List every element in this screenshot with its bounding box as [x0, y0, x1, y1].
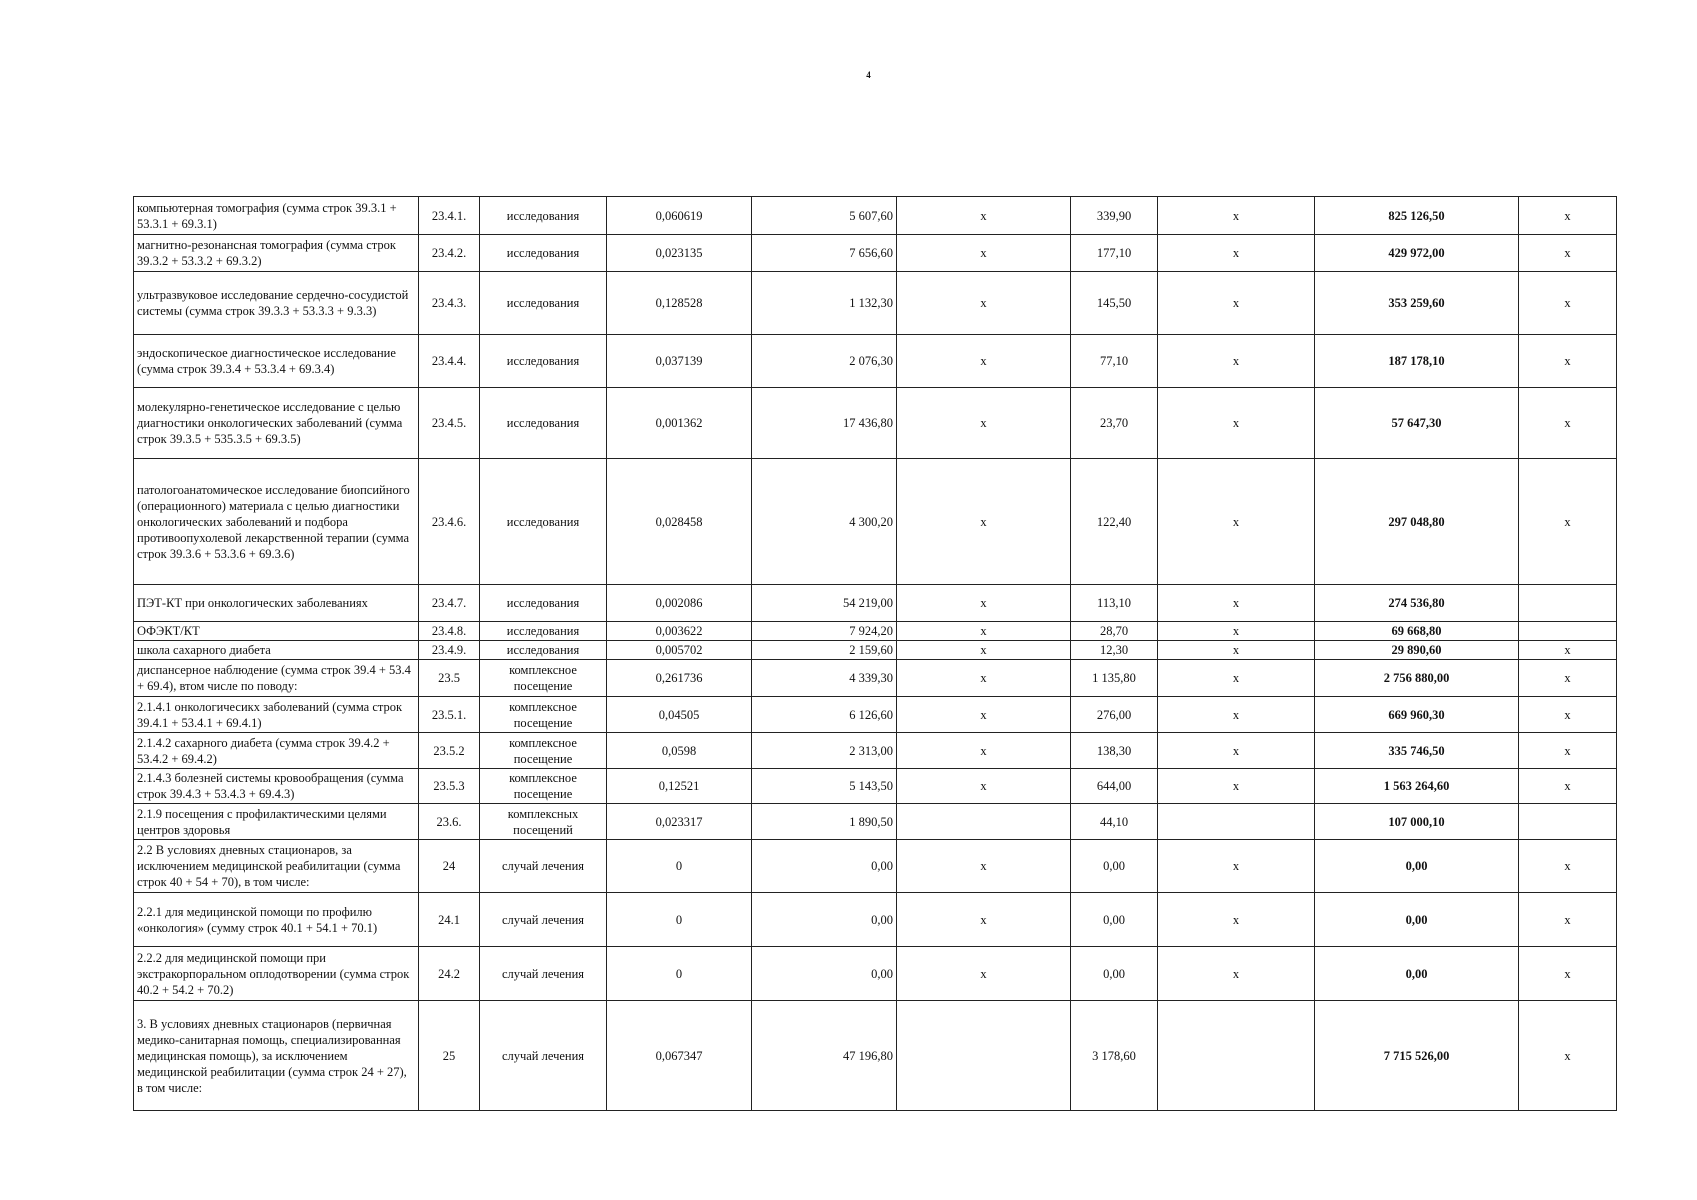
- cell-name: школа сахарного диабета: [134, 641, 419, 660]
- cell-code: 23.4.9.: [419, 641, 480, 660]
- cell-volume: 0: [607, 947, 752, 1001]
- cell-col10: х: [1519, 769, 1617, 804]
- cell-col8: х: [1158, 585, 1315, 622]
- cell-code: 23.5: [419, 660, 480, 697]
- cell-col10: х: [1519, 641, 1617, 660]
- cell-cost: 4 300,20: [752, 459, 897, 585]
- cell-unit: комплексных посещений: [480, 804, 607, 840]
- cell-col6: х: [897, 272, 1071, 335]
- cell-name: 2.1.4.2 сахарного диабета (сумма строк 39.4.2 + 53.4.2 + 69.4.2): [134, 733, 419, 769]
- table-row: [134, 585, 1617, 622]
- table-row: [134, 769, 1617, 804]
- cell-col6: [897, 804, 1071, 840]
- cell-cost: 1 132,30: [752, 272, 897, 335]
- data-table: [133, 196, 1617, 1111]
- cell-col10: х: [1519, 1001, 1617, 1111]
- cell-volume: 0,261736: [607, 660, 752, 697]
- cell-col8: х: [1158, 697, 1315, 733]
- cell-volume: 0,028458: [607, 459, 752, 585]
- cell-cost: 5 607,60: [752, 197, 897, 235]
- cell-norm: 339,90: [1071, 197, 1158, 235]
- cell-name: 2.1.9 посещения с профилактическими целями центров здоровья: [134, 804, 419, 840]
- table-row: [134, 459, 1617, 585]
- cell-total: 29 890,60: [1315, 641, 1519, 660]
- cell-col10: х: [1519, 335, 1617, 388]
- cell-col8: х: [1158, 769, 1315, 804]
- cell-col10: х: [1519, 660, 1617, 697]
- cell-name: молекулярно-генетическое исследование с целью диагностики онкологических заболеваний (сумма строк 39.3.5 + 535.3.5 + 69.3.5): [134, 388, 419, 459]
- cell-total: 0,00: [1315, 893, 1519, 947]
- cell-unit: случай лечения: [480, 1001, 607, 1111]
- cell-name: 2.1.4.3 болезней системы кровообращения (сумма строк 39.4.3 + 53.4.3 + 69.4.3): [134, 769, 419, 804]
- cell-col10: х: [1519, 893, 1617, 947]
- cell-volume: 0,037139: [607, 335, 752, 388]
- cell-norm: 44,10: [1071, 804, 1158, 840]
- cell-total: 669 960,30: [1315, 697, 1519, 733]
- cell-cost: 17 436,80: [752, 388, 897, 459]
- cell-col8: х: [1158, 893, 1315, 947]
- cell-col6: х: [897, 660, 1071, 697]
- cell-cost: 2 076,30: [752, 335, 897, 388]
- cell-col6: х: [897, 622, 1071, 641]
- cell-norm: 3 178,60: [1071, 1001, 1158, 1111]
- cell-unit: комплексное посещение: [480, 769, 607, 804]
- cell-volume: 0,067347: [607, 1001, 752, 1111]
- cell-total: 0,00: [1315, 840, 1519, 893]
- cell-col10: х: [1519, 272, 1617, 335]
- cell-norm: 276,00: [1071, 697, 1158, 733]
- cell-code: 24.1: [419, 893, 480, 947]
- cell-code: 24: [419, 840, 480, 893]
- cell-col10: х: [1519, 459, 1617, 585]
- cell-col6: х: [897, 893, 1071, 947]
- table-row: [134, 947, 1617, 1001]
- cell-cost: 47 196,80: [752, 1001, 897, 1111]
- cell-norm: 113,10: [1071, 585, 1158, 622]
- cell-volume: 0,12521: [607, 769, 752, 804]
- cell-cost: 4 339,30: [752, 660, 897, 697]
- cell-name: магнитно-резонансная томография (сумма строк 39.3.2 + 53.3.2 + 69.3.2): [134, 235, 419, 272]
- cell-unit: случай лечения: [480, 840, 607, 893]
- cell-unit: исследования: [480, 272, 607, 335]
- cell-cost: 2 313,00: [752, 733, 897, 769]
- cell-code: 23.4.1.: [419, 197, 480, 235]
- cell-col6: [897, 1001, 1071, 1111]
- cell-name: 3. В условиях дневных стационаров (первичная медико-санитарная помощь, специализированная медицинская помощь), за исключением медицинской реабилитации (сумма строк 24 + 27), в том числе:: [134, 1001, 419, 1111]
- page-number: 4: [866, 70, 871, 80]
- cell-name: ультразвуковое исследование сердечно-сосудистой системы (сумма строк 39.3.3 + 53.3.3 + 9.3.3): [134, 272, 419, 335]
- cell-volume: 0,0598: [607, 733, 752, 769]
- cell-cost: 7 656,60: [752, 235, 897, 272]
- cell-unit: исследования: [480, 235, 607, 272]
- cell-total: 353 259,60: [1315, 272, 1519, 335]
- cell-col6: х: [897, 769, 1071, 804]
- cell-unit: исследования: [480, 585, 607, 622]
- cell-col6: х: [897, 641, 1071, 660]
- cell-cost: 5 143,50: [752, 769, 897, 804]
- cell-total: 429 972,00: [1315, 235, 1519, 272]
- cell-code: 24.2: [419, 947, 480, 1001]
- cell-cost: 0,00: [752, 840, 897, 893]
- cell-norm: 12,30: [1071, 641, 1158, 660]
- table-row: [134, 641, 1617, 660]
- cell-name: ПЭТ-КТ при онкологических заболеваниях: [134, 585, 419, 622]
- cell-norm: 28,70: [1071, 622, 1158, 641]
- cell-col6: х: [897, 947, 1071, 1001]
- cell-total: 0,00: [1315, 947, 1519, 1001]
- cell-code: 23.4.5.: [419, 388, 480, 459]
- cell-col8: х: [1158, 733, 1315, 769]
- cell-col8: х: [1158, 459, 1315, 585]
- cell-cost: 54 219,00: [752, 585, 897, 622]
- cell-volume: 0,128528: [607, 272, 752, 335]
- cell-col8: х: [1158, 840, 1315, 893]
- cell-code: 23.4.4.: [419, 335, 480, 388]
- cell-total: 274 536,80: [1315, 585, 1519, 622]
- cell-col6: х: [897, 585, 1071, 622]
- cell-volume: 0: [607, 840, 752, 893]
- cell-name: 2.2 В условиях дневных стационаров, за исключением медицинской реабилитации (сумма строк 40 + 54 + 70), в том числе:: [134, 840, 419, 893]
- cell-col6: х: [897, 197, 1071, 235]
- cell-unit: исследования: [480, 335, 607, 388]
- cell-total: 69 668,80: [1315, 622, 1519, 641]
- cell-unit: случай лечения: [480, 893, 607, 947]
- cell-code: 23.4.2.: [419, 235, 480, 272]
- cell-cost: 1 890,50: [752, 804, 897, 840]
- cell-unit: исследования: [480, 641, 607, 660]
- cell-col8: х: [1158, 641, 1315, 660]
- cell-col10: х: [1519, 197, 1617, 235]
- cell-col10: [1519, 804, 1617, 840]
- table-row: [134, 840, 1617, 893]
- cell-total: 297 048,80: [1315, 459, 1519, 585]
- cell-code: 23.5.1.: [419, 697, 480, 733]
- table-row: [134, 1001, 1617, 1111]
- cell-code: 23.5.3: [419, 769, 480, 804]
- cell-unit: исследования: [480, 197, 607, 235]
- cell-col8: х: [1158, 235, 1315, 272]
- cell-col6: х: [897, 335, 1071, 388]
- cell-col10: х: [1519, 947, 1617, 1001]
- cell-volume: 0,005702: [607, 641, 752, 660]
- cell-norm: 77,10: [1071, 335, 1158, 388]
- table-row: [134, 388, 1617, 459]
- cell-cost: 0,00: [752, 893, 897, 947]
- cell-col8: х: [1158, 660, 1315, 697]
- table-row: [134, 893, 1617, 947]
- cell-norm: 0,00: [1071, 893, 1158, 947]
- cell-col8: х: [1158, 622, 1315, 641]
- cell-cost: 7 924,20: [752, 622, 897, 641]
- cell-name: 2.2.2 для медицинской помощи при экстракорпоральном оплодотворении (сумма строк 40.2 + 54.2 + 70.2): [134, 947, 419, 1001]
- table-row: [134, 335, 1617, 388]
- cell-total: 2 756 880,00: [1315, 660, 1519, 697]
- cell-total: 187 178,10: [1315, 335, 1519, 388]
- cell-col10: х: [1519, 388, 1617, 459]
- cell-name: компьютерная томография (сумма строк 39.3.1 + 53.3.1 + 69.3.1): [134, 197, 419, 235]
- table-row: [134, 697, 1617, 733]
- cell-col10: х: [1519, 235, 1617, 272]
- cell-name: 2.2.1 для медицинской помощи по профилю «онкология» (сумму строк 40.1 + 54.1 + 70.1): [134, 893, 419, 947]
- cell-total: 1 563 264,60: [1315, 769, 1519, 804]
- cell-col8: [1158, 804, 1315, 840]
- cell-col8: х: [1158, 197, 1315, 235]
- cell-name: диспансерное наблюдение (сумма строк 39.4 + 53.4 + 69.4), втом числе по поводу:: [134, 660, 419, 697]
- cell-norm: 122,40: [1071, 459, 1158, 585]
- cell-total: 825 126,50: [1315, 197, 1519, 235]
- table-row: [134, 272, 1617, 335]
- cell-total: 335 746,50: [1315, 733, 1519, 769]
- cell-volume: 0,023317: [607, 804, 752, 840]
- cell-col10: х: [1519, 697, 1617, 733]
- table-row: [134, 660, 1617, 697]
- cell-code: 23.4.3.: [419, 272, 480, 335]
- cell-volume: 0,003622: [607, 622, 752, 641]
- cell-volume: 0,060619: [607, 197, 752, 235]
- cell-unit: исследования: [480, 459, 607, 585]
- cell-unit: комплексное посещение: [480, 733, 607, 769]
- cell-volume: 0,04505: [607, 697, 752, 733]
- cell-cost: 2 159,60: [752, 641, 897, 660]
- cell-col10: х: [1519, 733, 1617, 769]
- cell-norm: 138,30: [1071, 733, 1158, 769]
- cell-name: эндоскопическое диагностическое исследование (сумма строк 39.3.4 + 53.3.4 + 69.3.4): [134, 335, 419, 388]
- cell-name: 2.1.4.1 онкологичесикх заболеваний (сумма строк 39.4.1 + 53.4.1 + 69.4.1): [134, 697, 419, 733]
- cell-volume: 0,002086: [607, 585, 752, 622]
- cell-norm: 0,00: [1071, 947, 1158, 1001]
- cell-volume: 0: [607, 893, 752, 947]
- cell-volume: 0,001362: [607, 388, 752, 459]
- cell-norm: 1 135,80: [1071, 660, 1158, 697]
- cell-col10: [1519, 622, 1617, 641]
- cell-col6: х: [897, 235, 1071, 272]
- cell-col6: х: [897, 733, 1071, 769]
- cell-col6: х: [897, 388, 1071, 459]
- table-row: [134, 804, 1617, 840]
- table-row: [134, 622, 1617, 641]
- cell-col6: х: [897, 459, 1071, 585]
- cell-norm: 145,50: [1071, 272, 1158, 335]
- cell-name: ОФЭКТ/КТ: [134, 622, 419, 641]
- cell-volume: 0,023135: [607, 235, 752, 272]
- cell-total: 57 647,30: [1315, 388, 1519, 459]
- cell-norm: 23,70: [1071, 388, 1158, 459]
- cell-col10: х: [1519, 840, 1617, 893]
- cell-code: 25: [419, 1001, 480, 1111]
- cell-code: 23.4.6.: [419, 459, 480, 585]
- cell-unit: комплексное посещение: [480, 697, 607, 733]
- table-row: [134, 235, 1617, 272]
- cell-code: 23.6.: [419, 804, 480, 840]
- cell-col8: х: [1158, 388, 1315, 459]
- cell-unit: случай лечения: [480, 947, 607, 1001]
- cell-total: 107 000,10: [1315, 804, 1519, 840]
- cell-code: 23.4.8.: [419, 622, 480, 641]
- cell-norm: 644,00: [1071, 769, 1158, 804]
- cell-col8: х: [1158, 272, 1315, 335]
- cell-norm: 177,10: [1071, 235, 1158, 272]
- cell-cost: 6 126,60: [752, 697, 897, 733]
- cell-col8: [1158, 1001, 1315, 1111]
- table-row: [134, 197, 1617, 235]
- cell-unit: исследования: [480, 622, 607, 641]
- cell-unit: комплексное посещение: [480, 660, 607, 697]
- cell-code: 23.4.7.: [419, 585, 480, 622]
- cell-unit: исследования: [480, 388, 607, 459]
- cell-col10: [1519, 585, 1617, 622]
- cell-col8: х: [1158, 947, 1315, 1001]
- cell-name: патологоанатомическое исследование биопсийного (операционного) материала с целью диагностики онкологических заболеваний и подбора противоопухолевой лекарственной терапии (сумма строк 39.3.6 + 53.3.6 + 69.3.6): [134, 459, 419, 585]
- cell-code: 23.5.2: [419, 733, 480, 769]
- cell-total: 7 715 526,00: [1315, 1001, 1519, 1111]
- cell-col6: х: [897, 697, 1071, 733]
- cell-cost: 0,00: [752, 947, 897, 1001]
- table-row: [134, 733, 1617, 769]
- cell-col6: х: [897, 840, 1071, 893]
- cell-col8: х: [1158, 335, 1315, 388]
- cell-norm: 0,00: [1071, 840, 1158, 893]
